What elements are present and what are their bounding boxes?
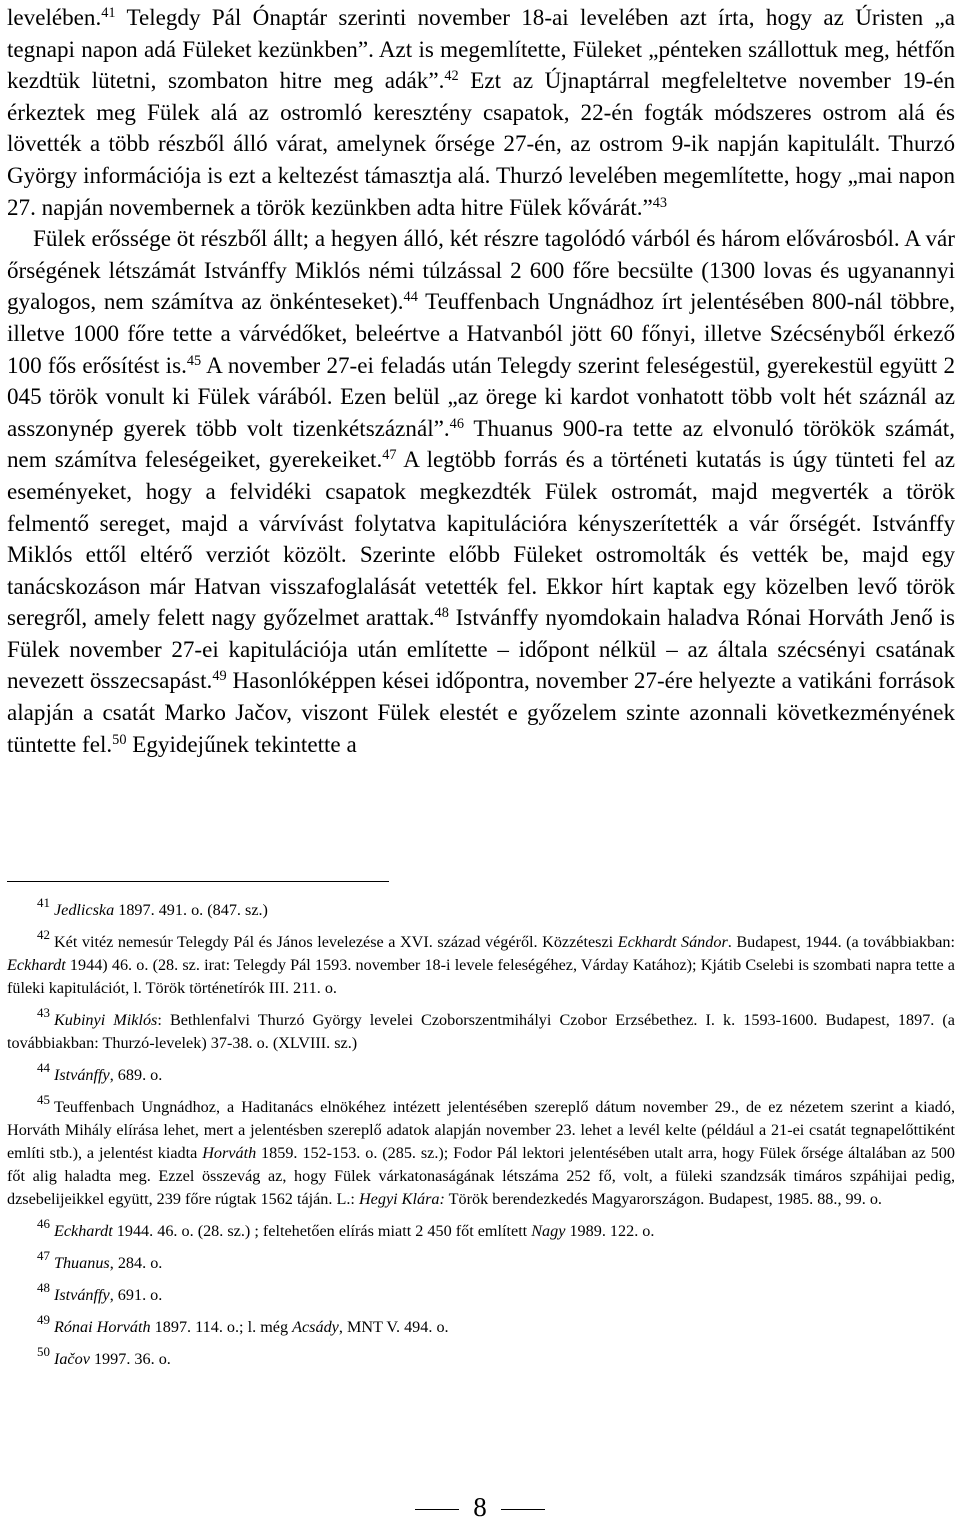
text-run: Teuffenbach Ungnádhoz írt jelentésében 800-nál többre, illetve 1000 főre tette a várvédőket, beleértve a Hatvanból jött 60 főnyi, illetve Szécsényből érkező 100 fős erősítést is. [7,288,955,378]
footnote-ref: 46 [449,415,464,432]
text-run: 1989. 122. o. [565,1222,655,1240]
text-run: Ezt az Újnaptárral megfeleltetve november 19-én érkeztek meg Fülek alá az ostromló keresztény csapatok, 22-én fogták módszeres ostrom alá és lövették a több részből álló várat, amelynek őrsége 27-én, az ostrom 9-ik napján kapitulált. Thurzó György információja is ezt a keltezést támasztja alá. Thurzó levelében megemlítette, hogy „mai napon 27. napján novembernek a török kezünkben adta hitre Fülek kővárát.” [7,67,955,220]
footnote-number: 43 [37,1005,50,1021]
text-run: Istvánffy nyomdokain haladva Rónai Horváth Jenő is Fülek november 27-ei kapitulációja után említette – időpont nélkül – az általa szécsényi csatának nevezett összecsapást. [7,604,955,694]
footnote-number: 46 [37,1216,50,1232]
text-run: Teuffenbach Ungnádhoz, a Haditanács elnökéhez intézett jelentésében szereplő dátum november 29., de ez nézetem szerint a kiadó, Horváth Mihály elírása lehet, mert a jelentésben szereplő adatok alapján november 23. lehet a levél kelte (például a 21-ei csatát tegnapelőttiként említi stb.), a jelentést kiadta [7,1098,955,1162]
page-number-value: 8 [473,1492,487,1522]
footnote-ref: 50 [112,731,127,748]
footnote-ref: 47 [382,447,397,464]
footnote-number: 44 [37,1060,50,1076]
footnote-number: 47 [37,1248,50,1264]
footnote [7,1216,955,1243]
italic-text: Eckhardt Sándor [617,933,728,951]
footnote-ref: 42 [444,68,459,85]
footnote [7,1248,955,1275]
footnote [7,1005,955,1055]
italic-text: Istvánffy [53,1066,110,1084]
text-run: 1944. 46. o. (28. sz.) ; feltehetően elírás miatt 2 450 főt említett [112,1222,532,1240]
footnote-number: 48 [37,1280,50,1296]
text-run: A november 27-ei feladás után Telegdy szerint feleségestül, gyerekestül együtt 2 045 török vonult ki Fülek várából. Ezen belül „az örege ki kardot vonhatott több volt hét száznál az asszonynép gyerek több volt tizenkétszáznál”. [7,351,955,441]
text-run: . Budapest, 1944. (a továbbiakban: [727,933,955,951]
italic-text: Nagy [531,1222,566,1240]
document-page [7,0,956,1368]
text-run: 1997. 36. o. [89,1350,171,1368]
text-run: Hasonlóképpen kései időpontra, november 27-ére helyezte a vatikáni források alapján a csatát Marko Jačov, viszont Fülek elestét e győzelem szinte azonnali következményének tüntette fel. [7,667,956,757]
text-run: Fülek erőssége öt részből állt; a hegyen álló, két részre tagolódó várból és három elővárosból. A vár őrségének létszámát Istvánffy Miklós némi túlzással 2 600 főre becsülte (1300 lovas és ugyanannyi gyalogos, nem számítva az önkénteseket). [7,225,955,315]
italic-text: Horváth [202,1144,257,1162]
italic-text: Eckhardt [53,1222,113,1240]
text-run: 1897. 491. o. (847. sz.) [114,901,268,919]
text-run: Thuanus 900-ra tette az elvonuló törökök számát, nem számítva feleségeiket, gyerekeiket. [7,414,955,473]
text-run: Telegdy Pál Ónaptár szerinti november 18-ai levelében azt írta, hogy az Úristen „a tegnapi napon adá Füleket kezünkben”. Azt is megemlítette, Füleket „pénteken szállottuk meg, hétfőn kezdtük lütetni, szombaton hitre meg adák”. [7,4,955,94]
text-run: , 284. o. [109,1254,163,1272]
footnote [7,1312,955,1339]
footnotes [7,895,955,1380]
footnote-ref: 43 [652,194,668,211]
body-text [7,0,955,760]
footnote [7,895,955,922]
text-run: 1859. 152-153. o. (285. sz.); Fodor Pál lektori jelentésében utalt arra, hogy Fülek őrsége általában az 500 főt alig haladta meg. Ezzel összevág az, hogy Fülek várkatonaságának létszáma 252 fő, volt, a füleki szandzsák timáros szpáhijai pedig, dzsebelijeikkel együtt, 239 főre rúgtak 1562 táján. L.: [7,1144,955,1208]
text-run: : Bethlenfalvi Thurzó György levelei Czoborszentmihályi Czobor Erzsébethez. I. k. 1593-1600. Budapest, 1897. (a továbbiakban: Thurzó-levelek) 37-38. o. (XLVIII. sz.) [7,1011,955,1052]
page-number-dash-left [415,1509,459,1510]
footnote-number: 45 [37,1092,50,1108]
footnote [7,1060,955,1087]
italic-text: Rónai Horváth [53,1318,151,1336]
text-run: Két vitéz nemesúr Telegdy Pál és János levelezése a XVI. század végéről. Közzéteszi [53,933,618,951]
italic-text: Jedlicska [53,901,115,919]
footnote-number: 41 [37,895,50,911]
footnote-ref: 41 [101,5,116,22]
footnote-separator [7,881,389,882]
page-number [0,1492,960,1522]
footnote [7,1280,955,1307]
text-run: levelében. [7,4,102,30]
footnote-number: 50 [37,1344,50,1360]
paragraph [7,2,955,223]
paragraph [7,223,955,760]
footnote-ref: 44 [403,289,418,306]
italic-text: Iačov [53,1350,90,1368]
footnote-ref: 45 [186,352,202,369]
footnote [7,1092,955,1211]
text-run: Török berendezkedés Magyarországon. Budapest, 1985. 88., 99. o. [444,1190,882,1208]
footnote [7,1344,955,1371]
italic-text: Acsády [292,1318,339,1336]
footnote-number: 42 [37,927,50,943]
text-run: Egyidejűnek tekintette a [126,730,357,757]
text-run: , 691. o. [109,1286,163,1304]
italic-text: Hegyi Klára: [358,1190,445,1208]
text-run: , MNT V. 494. o. [338,1318,449,1336]
italic-text: Eckhardt [7,956,66,974]
footnote [7,927,955,1000]
italic-text: Kubinyi Miklós [53,1011,158,1029]
italic-text: Istvánffy [53,1286,110,1304]
text-run: A legtöbb forrás és a történeti kutatás is úgy tünteti fel az eseményeket, hogy a felvidéki csapatok megkezdték Fülek ostromát, majd megverték a török felmentő sereget, majd a várvívást folytatva kapitulációra kényszerítették a vár őrségét. Istvánffy Miklós ettől eltérő verziót közölt. Szerinte előbb Füleket ostromolták és vették be, majd egy tanácskozáson már Hatvan visszafoglalását vetették fel. Ekkor hírt kaptak egy közelben levő török seregről, amely felett nagy győzelmet arattak. [7,446,955,631]
footnote-ref: 48 [434,605,449,622]
text-run: 1944) 46. o. (28. sz. irat: Telegdy Pál 1593. november 18-i levele feleségéhez, Várday Katához); Kjátib Cselebi is szombati napra tette a füleki kapitulációt, l. Török történetírók III. 211. o. [7,956,955,997]
footnote-ref: 49 [212,668,227,685]
text-run: 1897. 114. o.; l. még [150,1318,293,1336]
page-number-dash-right [501,1509,545,1510]
text-run: , 689. o. [109,1066,163,1084]
italic-text: Thuanus [53,1254,110,1272]
footnote-number: 49 [37,1312,50,1328]
